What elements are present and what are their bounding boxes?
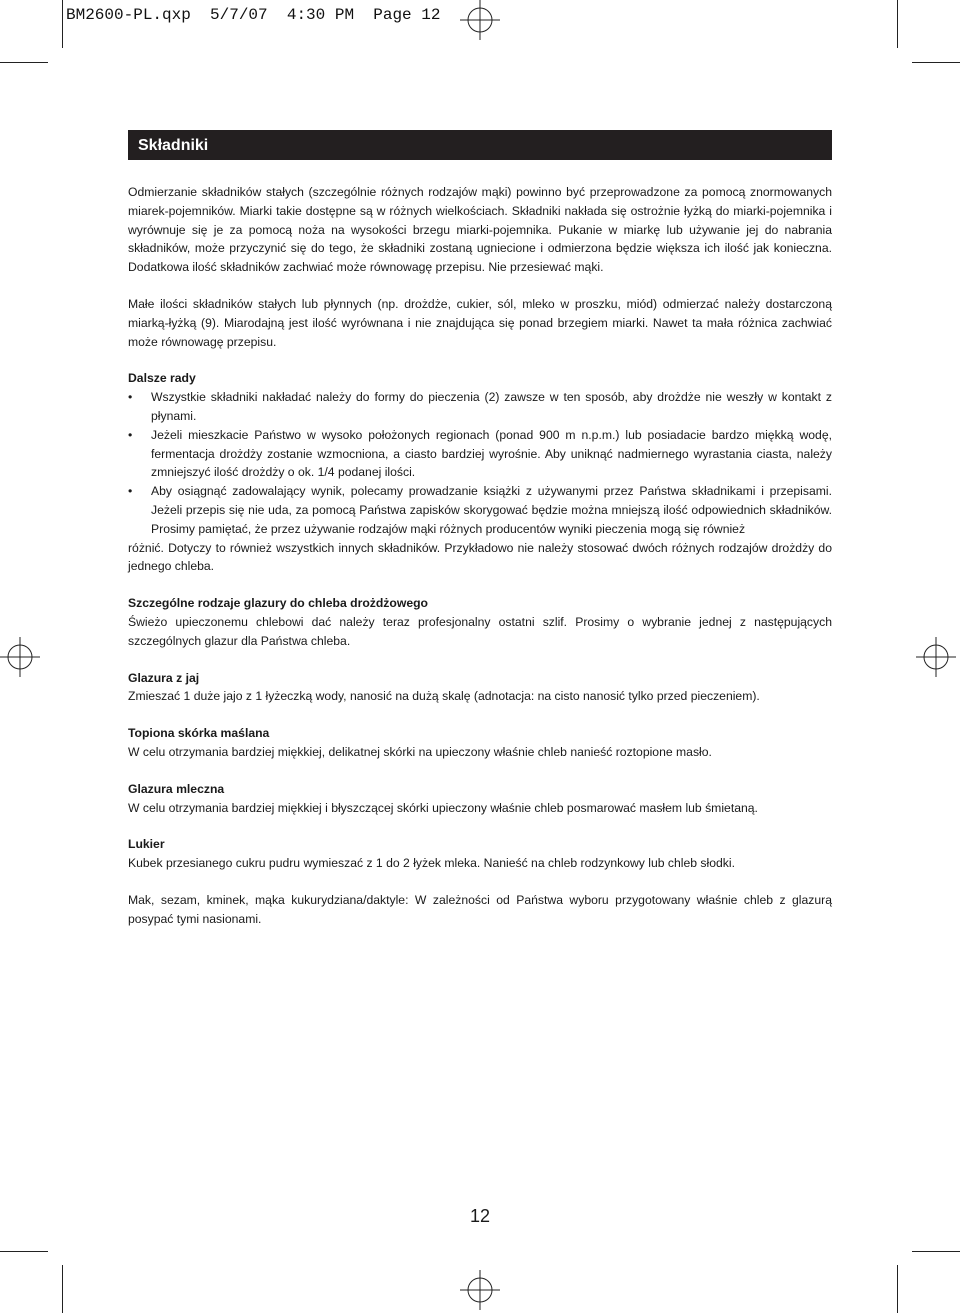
page-content — [128, 130, 832, 929]
glazes-heading: Szczególne rodzaje glazury do chleba drożdżowego — [128, 596, 428, 611]
seeds-paragraph: Mak, sezam, kminek, mąka kukurydziana/daktyle: W zależności od Państwa wyboru przygotowany właśnie chleb z glazurą posypać tymi nasionami. — [128, 892, 832, 926]
bullet-icon: • — [128, 484, 133, 499]
crop-mark-top-right-h — [912, 62, 960, 63]
glaze-title: Lukier — [128, 837, 165, 852]
registration-mark-right-icon — [916, 637, 956, 677]
glaze-text: W celu otrzymania bardziej miękkiej, delikatnej skórki na upieczony właśnie chleb nanieść roztopione masło. — [128, 744, 712, 759]
tips-list — [128, 388, 832, 576]
glaze-title: Topiona skórka maślana — [128, 726, 270, 741]
crop-mark-bottom-left-v — [62, 1265, 63, 1313]
glaze-title: Glazura z jaj — [128, 670, 200, 685]
print-slug: BM2600-PL.qxp 5/7/07 4:30 PM Page 12 — [66, 6, 441, 24]
glaze-text: Zmieszać 1 duże jajo z 1 łyżeczką wody, nanosić na dużą skalę (adnotacja: na cisto nanosić tylko przed pieczeniem). — [128, 689, 760, 704]
registration-mark-bottom-icon — [460, 1270, 500, 1310]
crop-mark-bottom-right-v — [897, 1265, 898, 1313]
list-item: • Wszystkie składniki nakładać należy do formy do pieczenia (2) zawsze w ten sposób, aby drożdże nie weszły w kontakt z płynami. — [128, 390, 832, 423]
glazes-intro: Świeżo upieczonemu chlebowi dać należy teraz profesjonalny ostatni szlif. Prosimy o wybranie jednej z następujących szczególnych glazur dla Państwa chleba. — [128, 614, 832, 648]
intro-paragraph: Odmierzanie składników stałych (szczególnie różnych rodzajów mąki) powinno być przeprowadzone za pomocą znormowanych miarek-pojemników. Miarki takie dostępne są w różnych wielkościach. Składniki nakłada się ostrożnie łyżką do miarki-pojemnika i wyrównuje się je za pomocą noża na wysokości brzegu miarki-pojemnika. Pukanie w miarkę lub używanie jej do nabrania składników, może przyczynić się do tego, że składniki zostaną ugniecione i odmierzona będzie większa ich ilość jak konieczna. Dodatkowa ilość składników zachwiać może równowagę przepisu. Nie przesiewać mąki. — [128, 185, 832, 275]
crop-mark-top-right-v — [897, 0, 898, 48]
crop-mark-top-left-v — [62, 0, 63, 48]
crop-mark-bottom-right-h — [912, 1251, 960, 1252]
bullet-icon: • — [128, 390, 133, 405]
bullet-icon: • — [128, 427, 133, 442]
glaze-text: W celu otrzymania bardziej miękkiej i błyszczącej skórki upieczony właśnie chleb posmarować masłem lub śmietaną. — [128, 800, 758, 815]
intro-paragraph: Małe ilości składników stałych lub płynnych (np. drożdże, cukier, sól, mleko w proszku, miód) odmierzać należy dostarczoną miarką-łyżką (9). Miarodajną jest ilość wyrównana i nie znajdująca się ponad brzegiem miarki. Nawet ta mała różnica zachwiać może równowagę przepisu. — [128, 296, 832, 349]
list-item-continuation: różnić. Dotyczy to również wszystkich innych składników. Przykładowo nie należy stosować dwóch różnych rodzajów drożdży do jednego chleba. — [128, 540, 832, 574]
list-item: • Jeżeli mieszkacie Państwo w wysoko położonych regionach (ponad 900 m n.p.m.) lub posiadacie bardzo miękką wodę, fermentacja drożdży zostanie wzmocniona, a ciasto bardziej wyrośnie. Aby uniknąć nadmiernego wyrastania ciasta, należy zmniejszyć ilość drożdży o ok. 1/4 podanej ilości. — [128, 427, 832, 480]
list-item: • Aby osiągnąć zadowalający wynik, polecamy prowadzanie książki z używanymi przez Państwa składnikami i przepisami. Jeżeli przepis się nie uda, za pomocą Państwa zapisków skorygować będzie można mniejszą ilość odpowiednich składników. Prosimy pamiętać, że przez używanie rodzajów mąki różnych producentów wyniki pieczenia mogą się również różnić. Dotyczy to również wszystkich innych składników. Przykładowo nie należy stosować dwóch różnych rodzajów drożdży do jednego chleba. — [128, 482, 832, 576]
registration-mark-top-icon — [460, 0, 500, 40]
section-title: Składniki — [128, 130, 832, 160]
glaze-text: Kubek przesianego cukru pudru wymieszać z 1 do 2 łyżek mleka. Nanieść na chleb rodzynkowy lub chleb słodki. — [128, 856, 735, 871]
page-number: 12 — [469, 1206, 491, 1226]
crop-mark-top-left-h — [0, 62, 48, 63]
tips-heading: Dalsze rady — [128, 371, 196, 386]
registration-mark-left-icon — [0, 637, 40, 677]
crop-mark-bottom-left-h — [0, 1251, 48, 1252]
glaze-title: Glazura mleczna — [128, 781, 225, 796]
